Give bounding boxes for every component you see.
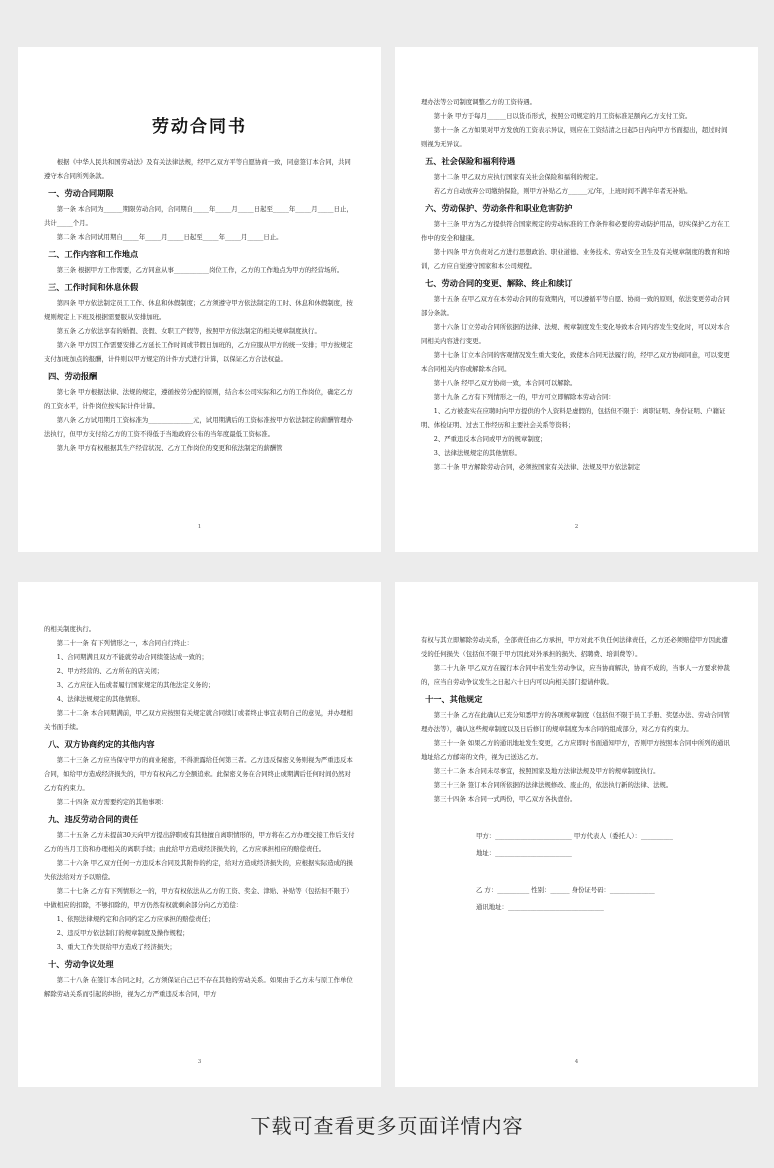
section-heading: 六、劳动保护、劳动条件和职业危害防护 bbox=[425, 203, 573, 213]
contract-paragraph: 第三十一条 如果乙方的通讯地址发生变更，乙方应即时书面通知甲方，否则甲方按照本合同中所列的通讯地址给乙方邮寄的文件，视为已送达乙方。 bbox=[421, 739, 730, 761]
contract-paragraph: 第二十三条 乙方应当保守甲方的商业秘密，不得泄露给任何第三者。乙方违反保密义务则视为严重违反本合同，如给甲方造成经济损失的，甲方有权向乙方全额追索。此保密义务在合同终止或期满后任何时间仍然对乙方有约束力。 bbox=[44, 756, 353, 792]
contract-paragraph: 第三条 根据甲方工作需要，乙方同意从事___________岗位工作，乙方的工作地点为甲方的经营场所。 bbox=[56, 266, 344, 274]
contract-paragraph: 第二十一条 有下列情形之一，本合同自行终止： bbox=[56, 639, 194, 647]
contract-paragraph: 1、合同期满且双方不能就劳动合同续签达成一致的； bbox=[56, 653, 208, 661]
contract-paragraph: 第八条 乙方试用期月工资标准为______________元，试用期满后的工资标准按甲方依法制定的薪酬管理办法执行，但甲方支付给乙方的工资不得低于当地政府公布的当年度最低工资标准。 bbox=[44, 416, 353, 438]
section-heading: 十、劳动争议处理 bbox=[48, 959, 114, 969]
contract-paragraph: 第十条 甲方于每月______日以货币形式，按照公司规定的月工资标准足额向乙方支付工资。 bbox=[433, 112, 692, 120]
contract-paragraph: 第一条 本合同为______期限劳动合同，合同期自_____年_____月_____日起至_____年_____月_____日止，共计_____个月。 bbox=[44, 205, 353, 227]
contract-paragraph: 理办法等公司制度调整乙方的工资待遇。 bbox=[421, 98, 537, 106]
contract-paragraph: 第十五条 在甲乙双方在本劳动合同的有效期内，可以遵循平等自愿、协商一致的原则，依法变更劳动合同部分条款。 bbox=[421, 295, 730, 317]
contract-paragraph: 第三十三条 签订本合同所依据的法律法规修改、废止的，依法执行新的法律、法规。 bbox=[433, 781, 673, 789]
page-number: 2 bbox=[574, 524, 579, 530]
section-heading: 三、工作时间和休息休假 bbox=[48, 282, 139, 292]
section-heading: 七、劳动合同的变更、解除、终止和续订 bbox=[425, 278, 573, 288]
document-page-3 bbox=[18, 582, 381, 1087]
contract-paragraph: 有权与其立即解除劳动关系，全部责任由乙方承担，甲方对此不负任何法律责任，乙方还必须赔偿甲方因此遭受的任何损失（包括但不限于甲方因此对外承担的损失、招聘费、培训费等）。 bbox=[421, 636, 728, 658]
section-heading: 五、社会保险和福利待遇 bbox=[425, 156, 516, 166]
contract-paragraph: 第十二条 甲乙双方应执行国家有关社会保险和福利的规定。 bbox=[433, 173, 602, 181]
contract-paragraph: 根据《中华人民共和国劳动法》及有关法律法规，经甲乙双方平等自愿协商一致，同意签订本合同，共同遵守本合同所列条款。 bbox=[44, 158, 351, 180]
section-heading: 一、劳动合同期限 bbox=[48, 188, 114, 198]
contract-paragraph: 第四条 甲方依法制定员工工作、休息和休假制度；乙方须遵守甲方依法制定的工时、休息和休假制度，按规则规定上下班及根据需要服从安排加班。 bbox=[44, 299, 353, 321]
contract-paragraph: 1、依照法律规约定和合同约定乙方应承担的赔偿责任； bbox=[56, 915, 215, 923]
download-more-prompt[interactable]: 下载可查看更多页面详情内容 bbox=[250, 1114, 524, 1138]
party-a-address-line: 地址：________________________ bbox=[476, 849, 572, 857]
contract-paragraph: 第十三条 甲方为乙方提供符合国家规定的劳动标准的工作条件和必要的劳动防护用品，切实保护乙方在工作中的安全和健康。 bbox=[421, 220, 730, 242]
contract-paragraph: 第二条 本合同试用期自_____年_____月_____日起至_____年_____月_____日止。 bbox=[56, 233, 283, 241]
contract-paragraph: 第二十四条 双方需要约定的其他事项： bbox=[56, 798, 168, 806]
page-body bbox=[44, 155, 355, 455]
contract-paragraph: 第二十五条 乙方未提前30天向甲方提出辞职或有其他擅自离职情形的，甲方将在乙方办理交接工作后支付乙方的当月工资和办理相关的离职手续；由此给甲方造成经济损失的，乙方应承担相应的赔偿责任。 bbox=[44, 831, 355, 853]
page-title: 劳动合同书 bbox=[152, 117, 247, 137]
party-b-line: 乙 方：__________ 性别：______ 身份证号码：______________ bbox=[476, 886, 655, 894]
contract-paragraph: 第七条 甲方根据法律、法规的规定，遵循按劳分配的原则，结合本公司实际和乙方的工作岗位，确定乙方的工资水平，计件岗位按实际计件计算。 bbox=[44, 388, 353, 410]
contract-paragraph: 2、严重违反本合同或甲方的规章制度； bbox=[433, 435, 547, 443]
contract-paragraph: 第三十条 乙方在此确认已充分知悉甲方的各项规章制度（包括但不限于员工手册、奖惩办法、劳动合同管理办法等），确认这些规章制度以及日后修订的规章制度为本合同的组成部分，对乙方有约束力。 bbox=[421, 711, 730, 733]
page-body bbox=[44, 622, 355, 1001]
contract-paragraph: 第十一条 乙方如果对甲方发放的工资表示异议，则应在工资结清之日起5日内向甲方书面提出，超过时间则视为无异议。 bbox=[421, 126, 728, 148]
contract-paragraph: 3、法律法规规定的其他情形。 bbox=[433, 449, 521, 457]
contract-paragraph: 4、法律法规规定的其他情形。 bbox=[56, 695, 144, 703]
page-number: 4 bbox=[574, 1059, 579, 1065]
section-heading: 九、违反劳动合同的责任 bbox=[48, 814, 139, 824]
contract-paragraph: 2、甲方经营的、乙方所在的店关闭； bbox=[56, 667, 164, 675]
contract-paragraph: 第六条 甲方因工作需要安排乙方延长工作时间或节假日加班的，乙方应服从甲方的统一安排；甲方按规定支付加班加点的报酬，计件则以甲方规定的计件方式进行计算，以保证乙方合法权益。 bbox=[44, 341, 353, 363]
document-page-2 bbox=[395, 47, 758, 552]
document-page-1 bbox=[18, 47, 381, 552]
contract-paragraph: 第二十七条 乙方有下列情形之一的，甲方有权依法从乙方的工资、奖金、津贴、补贴等（包括但不限于）中做相应的扣除，不够扣除的，甲方仍然有权就剩余部分向乙方追偿： bbox=[44, 887, 353, 909]
page-body bbox=[421, 633, 732, 806]
party-a-line: 甲方：________________________ 甲方代表人（委托人）：__________ bbox=[476, 832, 673, 840]
contract-paragraph: 的相关制度执行。 bbox=[44, 625, 96, 633]
contract-paragraph: 1、乙方被查实在应聘时向甲方提供的个人资料是虚假的，包括但不限于：离职证明、身份证明、户籍证明、体检证明、过去工作经历和主要社会关系等资料； bbox=[421, 407, 726, 429]
contract-paragraph: 3、乙方应征入伍或者履行国家规定的其他法定义务的； bbox=[56, 681, 215, 689]
section-heading: 十一、其他规定 bbox=[425, 694, 483, 704]
contract-paragraph: 第二十条 甲方解除劳动合同，必须按国家有关法律、法规及甲方依法制定 bbox=[433, 463, 641, 471]
document-page-4 bbox=[395, 582, 758, 1087]
page-body bbox=[421, 95, 732, 474]
contract-paragraph: 第十九条 乙方有下列情形之一的，甲方可立即解除本劳动合同： bbox=[433, 393, 615, 401]
section-heading: 二、工作内容和工作地点 bbox=[48, 249, 139, 259]
contract-paragraph: 第五条 乙方依法享有的婚假、丧假、女职工产假等，按照甲方依法制定的相关规章制度执行。 bbox=[56, 327, 321, 335]
contract-paragraph: 第二十九条 甲乙双方在履行本合同中若发生劳动争议，应当协商解决，协商不成的，当事人一方要求仲裁的，应当自劳动争议发生之日起六十日内可以向相关部门提请仲裁。 bbox=[421, 664, 730, 686]
contract-paragraph: 第十八条 经甲乙双方协商一致，本合同可以解除。 bbox=[433, 379, 577, 387]
contract-paragraph: 第二十二条 本合同期满前，甲乙双方应按照有关规定就合同续订或者终止事宜表明自己的意见，并办理相关书面手续。 bbox=[44, 709, 353, 731]
contract-paragraph: 第九条 甲方有权根据其生产经营状况、乙方工作岗位的变更和依法制定的薪酬管 bbox=[56, 444, 283, 452]
contract-paragraph: 第三十四条 本合同一式两份，甲乙双方各执壹份。 bbox=[433, 795, 577, 803]
page-number: 3 bbox=[197, 1059, 202, 1065]
contract-paragraph: 若乙方自动放弃公司缴纳保险，则甲方补贴乙方______元/年，上班时间不满半年者无补贴。 bbox=[433, 187, 692, 195]
contract-paragraph: 2、违反甲方依法制订的规章制度及操作规程； bbox=[56, 929, 189, 937]
contract-paragraph: 第十四条 甲方负责对乙方进行思想政治、职业道德、业务技术、劳动安全卫生及有关规章制度的教育和培训，乙方应自觉遵守国家和本公司规程。 bbox=[421, 248, 730, 270]
section-heading: 四、劳动报酬 bbox=[48, 371, 98, 381]
page-number: 1 bbox=[197, 524, 202, 530]
contract-paragraph: 3、重大工作失误给甲方造成了经济损失； bbox=[56, 943, 176, 951]
contract-paragraph: 第三十二条 本合同未尽事宜，按照国家及地方法律法规及甲方的规章制度执行。 bbox=[433, 767, 660, 775]
contract-paragraph: 第二十六条 甲乙双方任何一方违反本合同及其附件的约定，给对方造成经济损失的，应根据实际造成的损失依法给对方予以赔偿。 bbox=[44, 859, 353, 881]
party-b-address-line: 通讯地址：______________________________ bbox=[476, 903, 604, 911]
signature-block bbox=[421, 828, 732, 916]
section-heading: 八、双方协商约定的其他内容 bbox=[48, 739, 155, 749]
contract-paragraph: 第二十八条 在签订本合同之时，乙方须保证自己已不存在其他的劳动关系。如果由于乙方未与原工作单位解除劳动关系而引起的纠纷，视为乙方严重违反本合同，甲方 bbox=[44, 976, 353, 998]
contract-paragraph: 第十七条 订立本合同的客观情况发生重大变化，致使本合同无法履行的，经甲乙双方协商同意，可以变更本合同相关内容或解除本合同。 bbox=[421, 351, 730, 373]
contract-paragraph: 第十六条 订立劳动合同所依据的法律、法规、规章制度发生变化导致本合同内容发生变化时，可以对本合同相关内容进行变更。 bbox=[421, 323, 730, 345]
